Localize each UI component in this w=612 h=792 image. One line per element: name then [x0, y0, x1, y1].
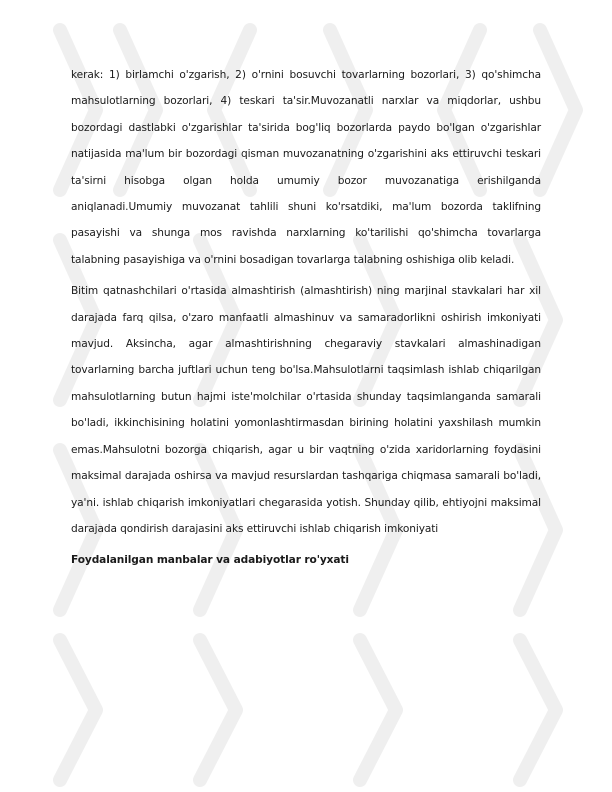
references-heading: Foydalanilgan manbalar va adabiyotlar ro'yxati	[71, 554, 349, 567]
paragraph-exchange-efficiency: Bitim qatnashchilari o'rtasida almashtirish (almashtirish) ning marjinal stavkalari har xil darajada farq qilsa, o'zaro manfaatli almashinuv va samaradorlikni oshirish imkoniyati mavjud. Aksincha, agar almashtirishning chegaraviy stavkalari almashinadigan tovarlarning barcha juftlari uchun teng bo'lsa.Mahsulotlarni taqsimlash ishlab chiqarilgan mahsulotlarning butun hajmi iste'molchilar o'rtasida shunday taqsimlanganda samarali bo'ladi, ikkinchisining holatini yomonlashtirmasdan birining holatini yaxshilash mumkin emas.Mahsulotni bozorga chiqarish, agar u bir vaqtning o'zida xaridorlarning foydasini maksimal darajada oshirsa va mavjud resurslardan tashqariga chiqmasa samarali bo'ladi, ya'ni. ishlab chiqarish imkoniyatlari chegarasida yotish. Shunday qilib, ehtiyojni maksimal darajada qondirish darajasini aks ettiruvchi ishlab chiqarish imkoniyati	[71, 285, 541, 535]
document-body	[71, 62, 541, 574]
paragraph-general-equilibrium: kerak: 1) birlamchi o'zgarish, 2) o'rnini bosuvchi tovarlarning bozorlari, 3) qo'shimcha mahsulotlarning bozorlari, 4) teskari ta'sir.Muvozanatli narxlar va miqdorlar, ushbu bozordagi dastlabki o'zgarishlar ta'sirida bog'liq bozorlarda paydo bo'lgan o'zgarishlar natijasida ma'lum bir bozordagi qisman muvozanatning o'zgarishini aks ettiruvchi teskari ta'sirni hisobga olgan holda umumiy bozor muvozanatiga erishilganda aniqlanadi.Umumiy muvozanat tahlili shuni ko'rsatdiki, ma'lum bozorda taklifning pasayishi va shunga mos ravishda narxlarning ko'tarilishi qo'shimcha tovarlarga talabning pasayishiga va o'rnini bosadigan tovarlarga talabning oshishiga olib keladi.	[71, 69, 541, 266]
